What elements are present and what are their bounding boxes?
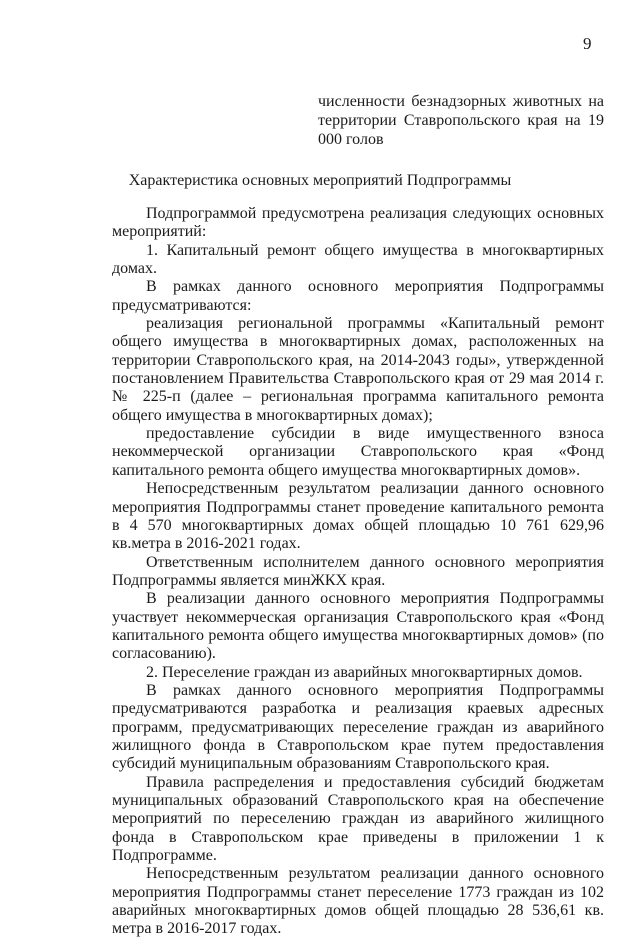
body-text (112, 205, 604, 939)
paragraph: Непосредственным результатом реализации данного основного мероприятия Подпрограммы станет переселение 1773 граждан из 102 аварийных многоквартирных домов общей площадью 28 536,61 кв. метра в 2016-2017 годах. (112, 865, 604, 938)
paragraph: В рамках данного основного мероприятия Подпрограммы предусматриваются разработка и реализация краевых адресных программ, предусматривающих переселение граждан из аварийного жилищного фонда в Ставропольском крае путем предоставления субсидий муниципальным образованиям Ставропольского края. (112, 681, 604, 773)
paragraph: 2. Переселение граждан из аварийных многоквартирных домов. (146, 663, 583, 681)
paragraph: Подпрограммой предусмотрена реализация следующих основных мероприятий: (112, 205, 604, 241)
header-text: численности безнадзорных животных на территории Ставропольского края на 19 000 голов (318, 93, 604, 148)
paragraph: реализация региональной программы «Капитальный ремонт общего имущества в многоквартирных домах, расположенных на территории Ставропольского края, на 2014-2043 годы», утвержденной постановлением Правительства Ставропольского края от 29 мая 2014 г. № 225-п (далее – региональная программа капитального ремонта общего имущества в многоквартирных домах); (112, 315, 604, 424)
paragraph: В реализации данного основного мероприятия Подпрограммы участвует некоммерческая организация Ставропольского края «Фонд капитального ремонта общего имущества многоквартирных домов» (по согласованию). (112, 590, 604, 663)
paragraph: 1. Капитальный ремонт общего имущества в многоквартирных домах. (112, 241, 604, 278)
paragraph: Ответственным исполнителем данного основного мероприятия Подпрограммы является минЖКХ края. (112, 553, 604, 589)
paragraph: предоставление субсидии в виде имущественного взноса некоммерческой организации Ставропольского края «Фонд капитального ремонта общего имущества многоквартирных домов». (112, 425, 604, 479)
page-number: 9 (583, 34, 592, 53)
paragraph: Правила распределения и предоставления субсидий бюджетам муниципальных образований Ставропольского края на обеспечение мероприятий по переселению граждан из аварийного жилищного фонда в Ставропольском крае приведены в приложении 1 к Подпрограмме. (112, 773, 604, 865)
section-title: Характеристика основных мероприятий Подпрограммы (128, 172, 512, 189)
paragraph: В рамках данного основного мероприятия Подпрограммы предусматриваются: (112, 278, 604, 314)
paragraph: Непосредственным результатом реализации данного основного мероприятия Подпрограммы станет проведение капитального ремонта в 4 570 многоквартирных домах общей площадью 10 761 629,96 кв.метра в 2016-2021 годах. (112, 480, 604, 553)
